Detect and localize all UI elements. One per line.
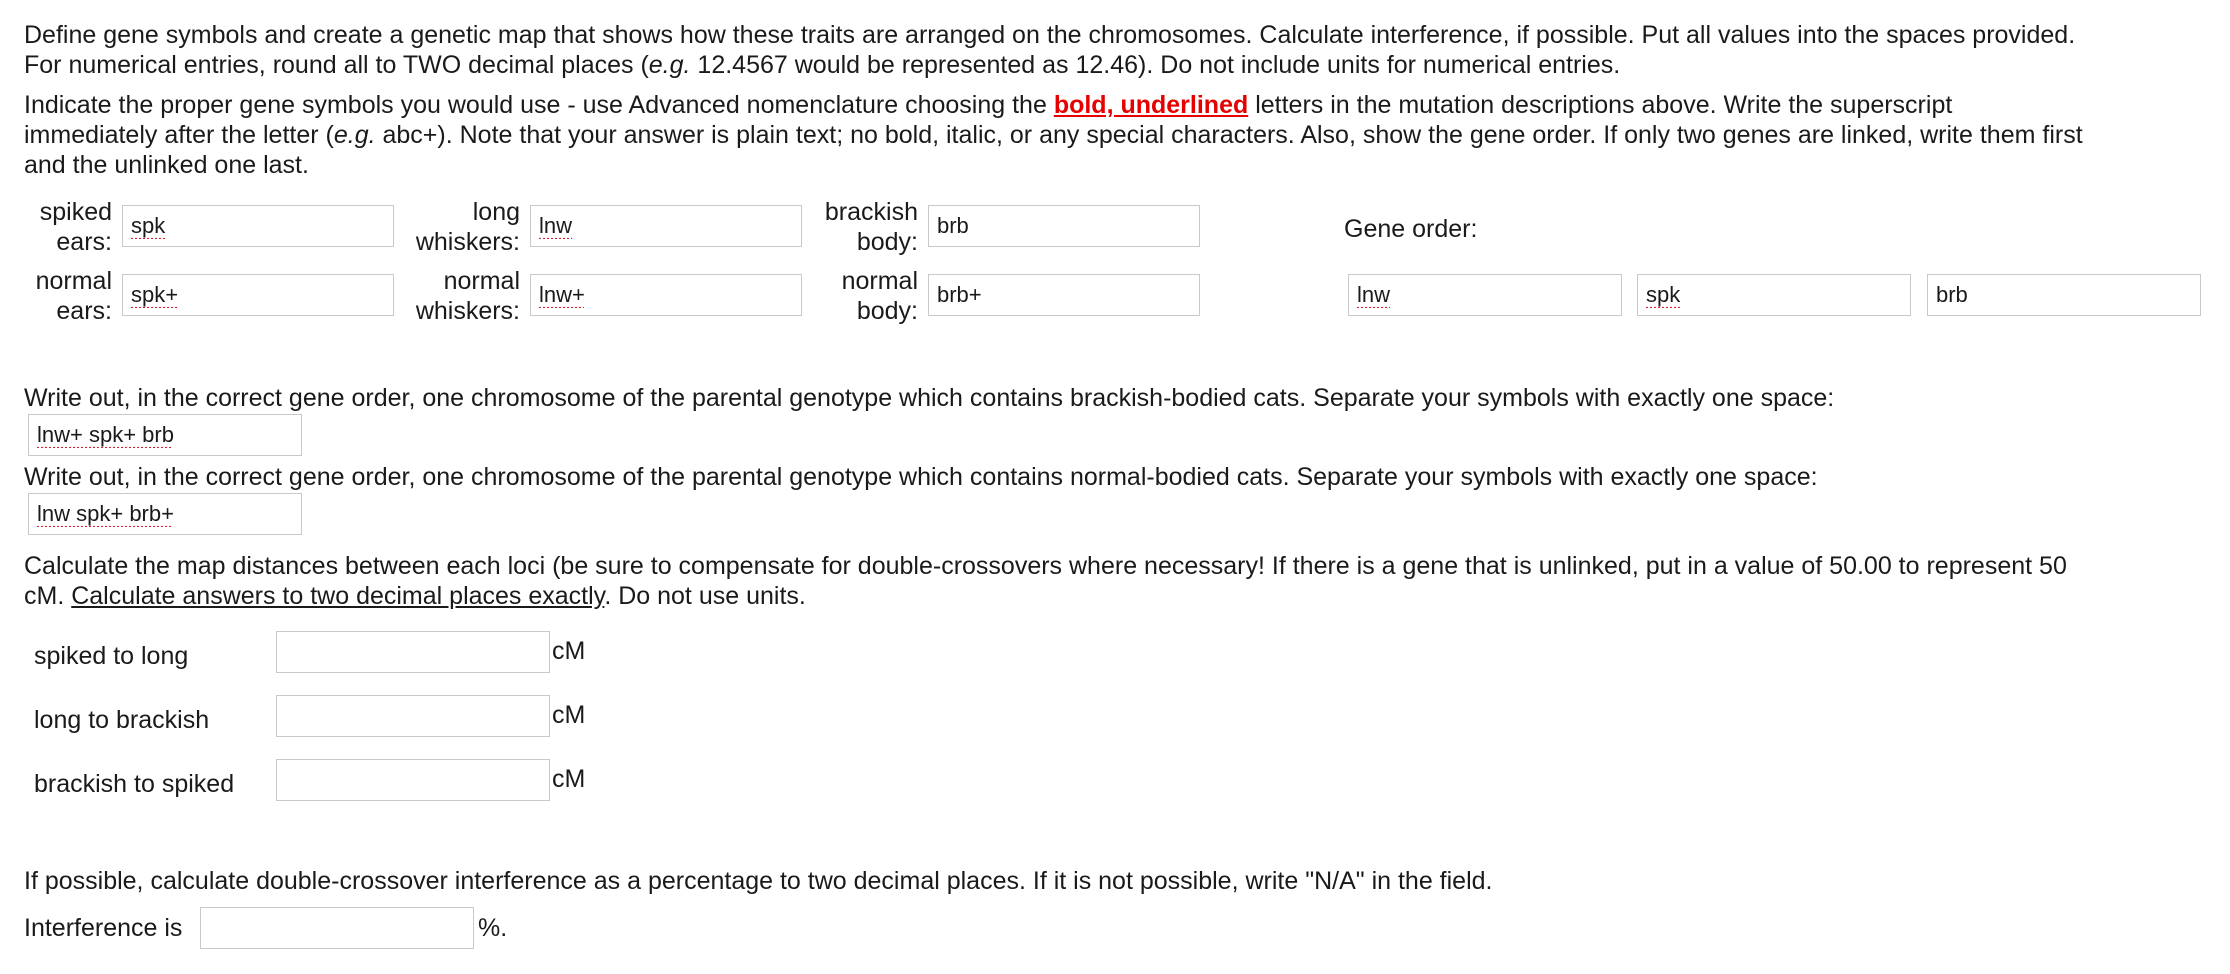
normal-whiskers-input[interactable] bbox=[530, 274, 802, 316]
symbols-instructions-line-2 bbox=[24, 120, 2083, 150]
spiked-to-long-label: spiked to long bbox=[34, 642, 189, 670]
interference-unit: %. bbox=[478, 914, 508, 942]
gene-order-input-2[interactable] bbox=[1637, 274, 1911, 316]
normal-ears-input[interactable] bbox=[122, 274, 394, 316]
normal-body-label-line-1: normal bbox=[841, 267, 918, 295]
long-whiskers-input[interactable] bbox=[530, 205, 802, 247]
parental-brackish-input[interactable] bbox=[28, 414, 302, 456]
brackish-body-label-line-1: brackish bbox=[824, 198, 918, 226]
normal-body-input[interactable] bbox=[928, 274, 1200, 316]
map-distances-line-2-pre: cM. bbox=[24, 582, 72, 610]
long-whiskers-label bbox=[400, 197, 520, 257]
symbols-line-2-pre: immediately after the letter ( bbox=[24, 121, 334, 149]
instructions-line-2-pre: For numerical entries, round all to TWO decimal places ( bbox=[24, 51, 649, 79]
normal-whiskers-label bbox=[400, 266, 520, 326]
gene-order-input-3[interactable] bbox=[1927, 274, 2201, 316]
symbols-line-1-emphasis: bold, underlined bbox=[1053, 91, 1249, 119]
symbols-instructions bbox=[24, 90, 2083, 180]
symbols-line-1-post: letters in the mutation descriptions above. Write the superscript bbox=[1248, 91, 1953, 119]
map-distances-line-2 bbox=[24, 581, 2067, 611]
instructions-line-1: Define gene symbols and create a genetic map that shows how these traits are arranged on the chromosomes. Calculate interference, if possible. Put all values into the spaces provided. bbox=[24, 21, 2076, 49]
instructions-line-2 bbox=[24, 50, 2075, 80]
parental-brackish-prompt: Write out, in the correct gene order, one chromosome of the parental genotype which contains brackish-bodied cats. Separate your symbols with exactly one space: bbox=[24, 384, 1835, 412]
interference-prompt: If possible, calculate double-crossover interference as a percentage to two decimal places. If it is not possible, write "N/A" in the field. bbox=[24, 867, 1493, 895]
parental-normal-prompt: Write out, in the correct gene order, one chromosome of the parental genotype which contains normal-bodied cats. Separate your symbols with exactly one space: bbox=[24, 463, 1818, 491]
brackish-body-label bbox=[800, 197, 918, 257]
brackish-body-input[interactable] bbox=[928, 205, 1200, 247]
symbols-instructions-line-1 bbox=[24, 90, 2083, 120]
spiked-ears-input[interactable] bbox=[122, 205, 394, 247]
symbols-instructions-line-3: and the unlinked one last. bbox=[24, 151, 309, 179]
long-whiskers-label-line-2: whiskers: bbox=[415, 228, 520, 256]
instructions bbox=[24, 20, 2075, 80]
long-to-brackish-label: long to brackish bbox=[34, 706, 210, 734]
brackish-to-spiked-label: brackish to spiked bbox=[34, 770, 235, 798]
normal-ears-label-line-2: ears: bbox=[56, 297, 112, 325]
gene-order-label: Gene order: bbox=[1344, 215, 1478, 243]
normal-ears-label bbox=[20, 266, 112, 326]
normal-ears-label-line-1: normal bbox=[35, 267, 112, 295]
long-whiskers-label-line-1: long bbox=[472, 198, 520, 226]
symbols-line-2-eg: e.g. bbox=[333, 121, 376, 149]
brackish-to-spiked-input[interactable] bbox=[276, 759, 550, 801]
symbols-line-2-post: abc+). Note that your answer is plain text; no bold, italic, or any special characters. Also, show the gene order. If only two genes are linked, write them first bbox=[375, 121, 2083, 149]
map-distances-line-1: Calculate the map distances between each loci (be sure to compensate for double-crossovers where necessary! If there is a gene that is unlinked, put in a value of 50.00 to represent 50 bbox=[24, 552, 2067, 580]
map-distances-line-2-post: . Do not use units. bbox=[604, 582, 806, 610]
spiked-to-long-input[interactable] bbox=[276, 631, 550, 673]
normal-whiskers-label-line-1: normal bbox=[443, 267, 520, 295]
instructions-line-2-eg: e.g. bbox=[648, 51, 691, 79]
normal-body-label-line-2: body: bbox=[856, 297, 918, 325]
spiked-ears-label-line-2: ears: bbox=[56, 228, 112, 256]
long-to-brackish-input[interactable] bbox=[276, 695, 550, 737]
spiked-ears-label-line-1: spiked bbox=[39, 198, 112, 226]
instructions-line-2-post: 12.4567 would be represented as 12.46). Do not include units for numerical entries. bbox=[690, 51, 1621, 79]
parental-normal-input[interactable] bbox=[28, 493, 302, 535]
spiked-ears-label bbox=[20, 197, 112, 257]
normal-body-label bbox=[800, 266, 918, 326]
brackish-to-spiked-unit: cM bbox=[552, 765, 586, 793]
gene-order-input-1[interactable] bbox=[1348, 274, 1622, 316]
brackish-body-label-line-2: body: bbox=[856, 228, 918, 256]
long-to-brackish-unit: cM bbox=[552, 701, 586, 729]
spiked-to-long-unit: cM bbox=[552, 637, 586, 665]
map-distances-instructions bbox=[24, 551, 2067, 611]
interference-input[interactable] bbox=[200, 907, 474, 949]
map-distances-line-2-underlined: Calculate answers to two decimal places exactly bbox=[71, 582, 605, 610]
normal-whiskers-label-line-2: whiskers: bbox=[415, 297, 520, 325]
interference-label: Interference is bbox=[24, 914, 183, 942]
symbols-line-1-pre: Indicate the proper gene symbols you would use - use Advanced nomenclature choosing the bbox=[24, 91, 1054, 119]
